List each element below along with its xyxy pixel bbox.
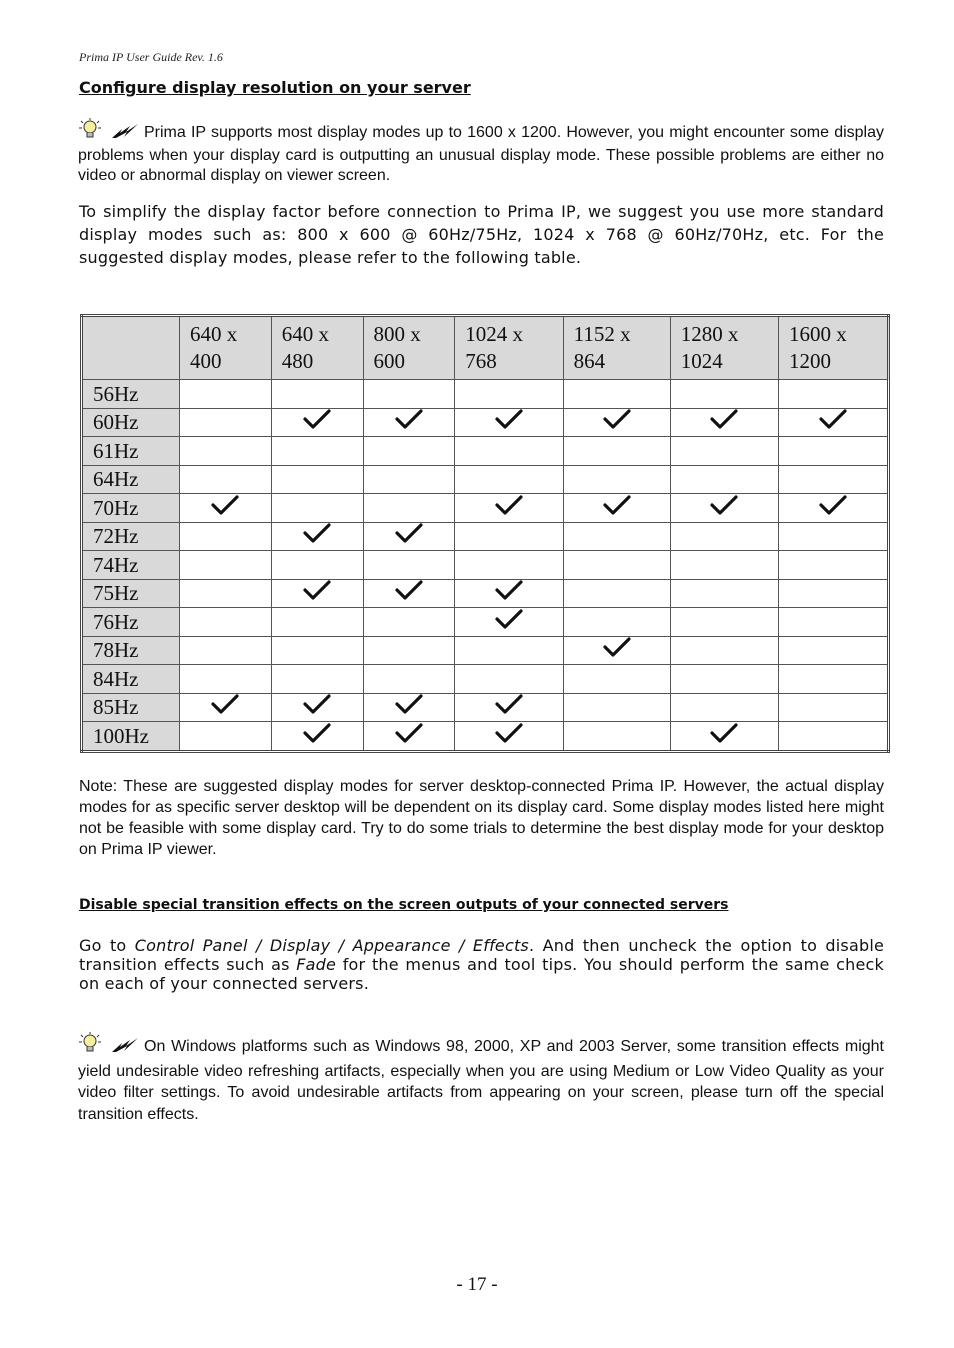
table-cell (779, 636, 889, 665)
checkmark-icon (495, 409, 523, 429)
checkmark-icon (211, 495, 239, 515)
table-cell (670, 551, 778, 580)
table-cell (363, 722, 455, 752)
table-cell (271, 665, 363, 694)
checkmark-icon (710, 723, 738, 743)
transition-suffix: for the menus and tool tips. You should perform the same check on each of your connected servers. (79, 955, 884, 993)
table-cell (180, 380, 272, 409)
table-cell (180, 665, 272, 694)
table-cell (779, 665, 889, 694)
checkmark-icon (495, 495, 523, 515)
table-cell (670, 636, 778, 665)
table-cell (271, 722, 363, 752)
table-row (82, 693, 889, 722)
checkmark-icon (819, 409, 847, 429)
checkmark-icon (819, 495, 847, 515)
table-cell (563, 608, 670, 637)
table-cell (271, 636, 363, 665)
table-cell (779, 408, 889, 437)
checkmark-icon (303, 580, 331, 600)
table-cell (363, 665, 455, 694)
table-row (82, 465, 889, 494)
tip-transition (78, 1032, 884, 1125)
tip-icons-2 (78, 1032, 140, 1061)
table-cell (670, 437, 778, 466)
checkmark-icon (303, 723, 331, 743)
table-cell (779, 693, 889, 722)
table-cell (271, 494, 363, 523)
table-cell (363, 608, 455, 637)
table-cell (563, 522, 670, 551)
table-cell (779, 551, 889, 580)
table-cell (455, 693, 563, 722)
row-header: 56Hz (82, 380, 180, 409)
column-header: 1280 x 1024 (670, 316, 778, 380)
table-cell (180, 551, 272, 580)
running-header: Prima IP User Guide Rev. 1.6 (79, 50, 223, 64)
table-cell (563, 494, 670, 523)
table-cell (563, 465, 670, 494)
table-row (82, 579, 889, 608)
row-header: 76Hz (82, 608, 180, 637)
table-row (82, 380, 889, 409)
table-cell (670, 665, 778, 694)
tip-resolution-text: Prima IP supports most display modes up to 1600 x 1200. However, you might encounter some display problems when your display card is outputting an unusual display mode. These possible problems are either no video or abnormal display on viewer screen. (78, 124, 884, 184)
section-title-transition: Disable special transition effects on the screen outputs of your connected servers (79, 897, 729, 913)
table-cell (779, 380, 889, 409)
table-cell (670, 380, 778, 409)
table-cell (455, 408, 563, 437)
table-cell (363, 408, 455, 437)
table-row (82, 636, 889, 665)
table-cell (363, 551, 455, 580)
table-cell (455, 522, 563, 551)
table-cell (670, 522, 778, 551)
table-cell (271, 437, 363, 466)
table-cell (779, 522, 889, 551)
row-header: 64Hz (82, 465, 180, 494)
table-cell (180, 636, 272, 665)
table-cell (563, 579, 670, 608)
checkmark-icon (495, 609, 523, 629)
table-cell (779, 465, 889, 494)
tip-resolution (78, 118, 884, 186)
table-cell (455, 608, 563, 637)
lightning-icon (112, 1038, 138, 1052)
column-header: 1152 x 864 (563, 316, 670, 380)
resolution-paragraph: To simplify the display factor before connection to Prima IP, we suggest you use more standard display modes such as: 800 x 600 @ 60Hz/75Hz, 1024 x 768 @ 60Hz/70Hz, etc. For the suggested display modes, please refer to the following table. (79, 202, 884, 267)
checkmark-icon (303, 409, 331, 429)
table-cell (271, 608, 363, 637)
table-cell (271, 465, 363, 494)
table-cell (180, 437, 272, 466)
table-cell (271, 693, 363, 722)
table-cell (180, 693, 272, 722)
transition-fade: Fade (296, 955, 337, 974)
checkmark-icon (395, 523, 423, 543)
checkmark-icon (211, 694, 239, 714)
table-cell (180, 522, 272, 551)
table-cell (271, 551, 363, 580)
row-header: 78Hz (82, 636, 180, 665)
table-cell (271, 408, 363, 437)
table-cell (779, 437, 889, 466)
checkmark-icon (395, 580, 423, 600)
table-cell (455, 494, 563, 523)
transition-paragraph (79, 936, 884, 993)
table-cell (563, 551, 670, 580)
table-cell (363, 522, 455, 551)
table-cell (563, 437, 670, 466)
page-number: - 17 - (456, 1274, 498, 1295)
checkmark-icon (710, 495, 738, 515)
table-cell (670, 608, 778, 637)
section-title-resolution: Configure display resolution on your server (79, 78, 471, 97)
table-cell (779, 579, 889, 608)
lightbulb-icon (78, 118, 140, 140)
column-header: 800 x 600 (363, 316, 455, 380)
table-cell (563, 636, 670, 665)
table-cell (180, 608, 272, 637)
table-cell (455, 722, 563, 752)
table-cell (563, 408, 670, 437)
table-cell (779, 608, 889, 637)
checkmark-icon (303, 694, 331, 714)
table-cell (563, 722, 670, 752)
table-cell (271, 380, 363, 409)
checkmark-icon (395, 409, 423, 429)
column-header: 640 x 480 (271, 316, 363, 380)
lightbulb-icon (78, 1032, 140, 1054)
table-cell (363, 636, 455, 665)
table-cell (363, 579, 455, 608)
transition-prefix: Go to (79, 936, 135, 955)
row-header: 100Hz (82, 722, 180, 752)
transition-path: Control Panel / Display / Appearance / Effects (134, 936, 529, 955)
row-header: 84Hz (82, 665, 180, 694)
table-cell (363, 465, 455, 494)
table-cell (180, 579, 272, 608)
table-cell (180, 494, 272, 523)
row-header: 60Hz (82, 408, 180, 437)
checkmark-icon (603, 409, 631, 429)
table-cell (779, 722, 889, 752)
row-header: 75Hz (82, 579, 180, 608)
table-row (82, 608, 889, 637)
column-header: 1600 x 1200 (779, 316, 889, 380)
table-row (82, 665, 889, 694)
table-cell (779, 494, 889, 523)
lightning-icon (112, 124, 138, 138)
table-cell (670, 722, 778, 752)
checkmark-icon (395, 694, 423, 714)
table-cell (455, 579, 563, 608)
row-header: 85Hz (82, 693, 180, 722)
table-cell (271, 522, 363, 551)
transition-mid: . And then uncheck the option to disable transition effects such as (79, 936, 885, 974)
table-cell (563, 380, 670, 409)
checkmark-icon (395, 723, 423, 743)
table-cell (455, 437, 563, 466)
row-header: 74Hz (82, 551, 180, 580)
table-cell (563, 665, 670, 694)
table-cell (455, 465, 563, 494)
table-row (82, 437, 889, 466)
table-corner-cell (82, 316, 180, 380)
checkmark-icon (603, 637, 631, 657)
table-cell (455, 636, 563, 665)
row-header: 61Hz (82, 437, 180, 466)
tip-transition-text: On Windows platforms such as Windows 98, 2000, XP and 2003 Server, some transition effects might yield undesirable video refreshing artifacts, especially when you are using Medium or Low Video Quality as your video filter settings. To avoid undesirable artifacts from appearing on your screen, please turn off the special transition effects. (78, 1038, 884, 1123)
table-cell (670, 579, 778, 608)
table-cell (363, 380, 455, 409)
checkmark-icon (303, 523, 331, 543)
row-header: 70Hz (82, 494, 180, 523)
checkmark-icon (495, 580, 523, 600)
table-cell (563, 693, 670, 722)
checkmark-icon (710, 409, 738, 429)
table-cell (180, 408, 272, 437)
row-header: 72Hz (82, 522, 180, 551)
checkmark-icon (495, 694, 523, 714)
tip-icons (78, 118, 140, 146)
table-cell (455, 551, 563, 580)
table-cell (455, 665, 563, 694)
table-cell (670, 693, 778, 722)
table-row (82, 522, 889, 551)
table-body (82, 380, 889, 752)
table-cell (670, 465, 778, 494)
column-header: 1024 x 768 (455, 316, 563, 380)
table-cell (670, 494, 778, 523)
column-header: 640 x 400 (180, 316, 272, 380)
table-row (82, 722, 889, 752)
table-cell (180, 465, 272, 494)
table-cell (363, 437, 455, 466)
table-row (82, 494, 889, 523)
display-modes-table (80, 314, 890, 753)
table-cell (363, 693, 455, 722)
table-row (82, 408, 889, 437)
table-cell (180, 722, 272, 752)
note-paragraph: Note: These are suggested display modes for server desktop-connected Prima IP. However, the actual display modes for as specific server desktop will be dependent on its display card. Some display modes listed here might not be feasible with some display card. Try to do some trials to determine the best display mode for your desktop on Prima IP viewer. (79, 778, 884, 858)
checkmark-icon (495, 723, 523, 743)
table-row (82, 551, 889, 580)
table-cell (271, 579, 363, 608)
checkmark-icon (603, 495, 631, 515)
table-header-row (82, 316, 889, 380)
table-cell (455, 380, 563, 409)
table-cell (670, 408, 778, 437)
table-cell (363, 494, 455, 523)
